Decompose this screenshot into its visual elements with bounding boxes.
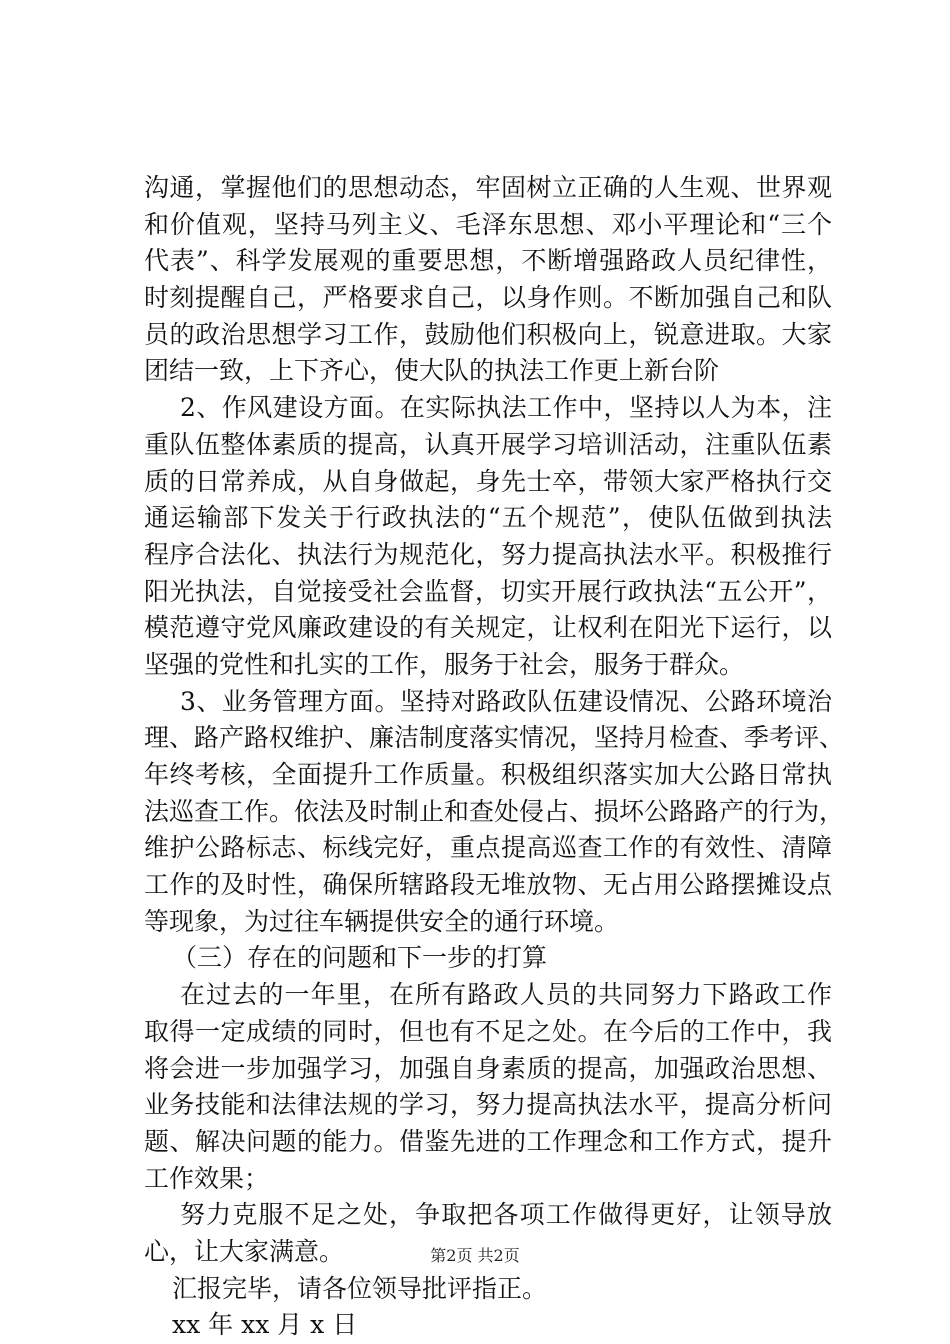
text-line-23: 在过去的一年里，在所有路政人员的共同努力下路政工作 xyxy=(180,980,832,1010)
text-line-1: 沟通，掌握他们的思想动态，牢固树立正确的人生观、世界观 xyxy=(144,173,832,202)
text-line-19: 维护公路标志、标线完好，重点提高巡查工作的有效性、清障 xyxy=(144,833,832,863)
text-line-17: 年终考核，全面提升工作质量。积极组织落实加大公路日常执 xyxy=(144,760,832,789)
text-line-29: 努力克服不足之处，争取把各项工作做得更好，让领导放 xyxy=(180,1200,832,1230)
page-number-footer: 第2页 共2页 xyxy=(430,1246,520,1265)
text-line-26: 业务技能和法律法规的学习，努力提高执法水平，提高分析问 xyxy=(144,1090,832,1120)
text-line-25: 将会进一步加强学习，加强自身素质的提高，加强政治思想、 xyxy=(144,1053,832,1083)
date-line: xx 年 xx 月 x 日 xyxy=(172,1310,358,1340)
text-line-11: 程序合法化、执法行为规范化，努力提高执法水平。积极推行 xyxy=(144,539,832,569)
text-line-30: 心，让大家满意。 xyxy=(144,1236,345,1266)
text-line-24: 取得一定成绩的同时，但也有不足之处。在今后的工作中，我 xyxy=(144,1016,832,1046)
text-line-20: 工作的及时性，确保所辖路段无堆放物、无占用公路摆摊设点 xyxy=(144,870,832,900)
text-line-12: 阳光执法，自觉接受社会监督，切实开展行政执法“五公开”， xyxy=(144,576,832,606)
text-line-18: 法巡查工作。依法及时制止和查处侵占、损坏公路路产的行为， xyxy=(144,796,845,826)
text-line-14: 坚强的党性和扎实的工作，服务于社会，服务于群众。 xyxy=(144,649,745,679)
text-line-9: 质的日常养成，从自身做起，身先士卒，带领大家严格执行交 xyxy=(144,466,832,496)
text-line-16: 理、路产路权维护、廉洁制度落实情况，坚持月检查、季考评、 xyxy=(144,723,845,753)
text-line-28: 工作效果； xyxy=(144,1163,270,1193)
document-body xyxy=(144,170,845,1344)
text-line-6: 团结一致，上下齐心，使大队的执法工作更上新台阶 xyxy=(144,356,720,386)
text-line-7: 2、作风建设方面。在实际执法工作中，坚持以人为本，注 xyxy=(180,393,832,423)
text-line-5: 员的政治思想学习工作，鼓励他们积极向上，锐意进取。大家 xyxy=(144,319,832,349)
text-line-21: 等现象，为过往车辆提供安全的通行环境。 xyxy=(144,906,620,936)
text-line-3: 代表”、科学发展观的重要思想，不断增强路政人员纪律性， xyxy=(144,246,832,276)
text-line-13: 模范遵守党风廉政建设的有关规定，让权利在阳光下运行，以 xyxy=(144,613,832,643)
section-heading: （三）存在的问题和下一步的打算 xyxy=(172,943,548,973)
closing-line: 汇报完毕，请各位领导批评指正。 xyxy=(172,1273,548,1303)
text-line-27: 题、解决问题的能力。借鉴先进的工作理念和工作方式，提升 xyxy=(144,1126,832,1156)
text-line-15: 3、业务管理方面。坚持对路政队伍建设情况、公路环境治 xyxy=(180,686,832,716)
text-line-4: 时刻提醒自己，严格要求自己，以身作则。不断加强自己和队 xyxy=(144,283,832,313)
text-line-8: 重队伍整体素质的提高，认真开展学习培训活动，注重队伍素 xyxy=(144,429,832,459)
text-line-10: 通运输部下发关于行政执法的“五个规范”，使队伍做到执法 xyxy=(144,503,832,533)
text-line-2: 和价值观，坚持马列主义、毛泽东思想、邓小平理论和“三个 xyxy=(144,209,832,239)
